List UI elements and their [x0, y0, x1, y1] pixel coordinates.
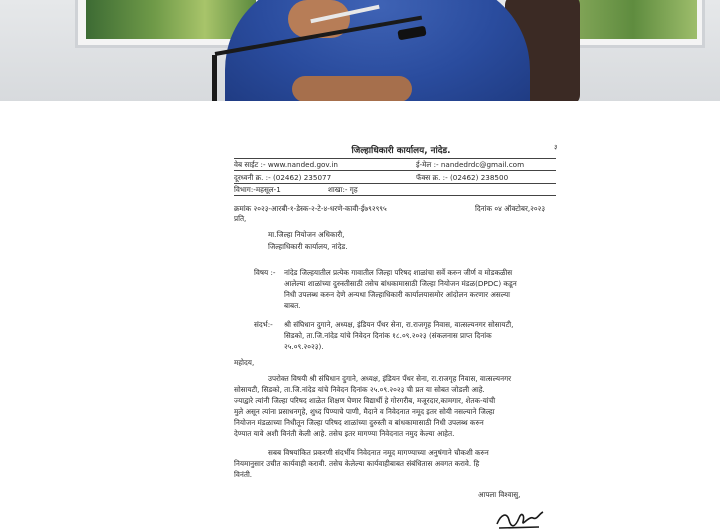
subject-line: बाबत.: [284, 301, 301, 310]
page-number: ३: [554, 143, 558, 151]
subject-line: आलेल्या शाळांच्या दुरुस्तीसाठी तसेच बांधकामासाठी जिल्हा नियोजन मंडळ(DPDC) कडून: [284, 279, 517, 288]
photo-microphone-stand: [212, 55, 217, 101]
reference-line: २५.०९.२०२३).: [284, 342, 324, 351]
header-photo: [0, 0, 720, 101]
body-line: उपरोक्त विषयी श्री संघिधान दुगाने, अध्यक्ष, इंडियन पँथर सेना, रा.राजगृह निवास, वात्सल्यनगर: [268, 374, 512, 383]
phone-line: दूरध्वनी क्र. :- (02462) 235077: [234, 173, 332, 182]
prati: प्रति,: [234, 214, 247, 223]
body-line: मुले असून त्यांना प्रसाधनगृहे, शुध्द पिण्याचे पाणी, मैदाने व निवेदनात नमूद इतर सोयी नसल्याने जिल्हा: [234, 407, 495, 416]
reference-line: सिडको, ता.जि.नांदेड यांचे निवेदन दिनांक १८.०९.२०२३ (संकलनास प्राप्त दिनांक: [284, 331, 492, 340]
photo-picture-frame-right: [560, 0, 705, 48]
salutation: महोदय,: [234, 358, 255, 367]
department-line: विभाग:-महसूल-1: [234, 185, 281, 194]
body-line: विनंती.: [234, 470, 253, 479]
header-divider: [234, 158, 556, 159]
photo-hand-lower: [292, 76, 412, 101]
addressee-line: जिल्हाधिकारी कार्यालय, नांदेड.: [268, 242, 348, 251]
reference-line: श्री संघिधान दुगाने, अध्यक्ष, इंडियन पँथर सेना, रा.राजगृह निवास, वात्सल्यनगर सोसायटी,: [284, 320, 514, 329]
branch-line: शाखा:- गृह: [328, 185, 358, 194]
body-line: ज्याद्वारे त्यांनी जिल्हा परिषद शाळेत शिक्षण घेणार विद्यार्थी हे गोरगरीब, मजूरदार,कामगार, शेतक-यांची: [234, 396, 496, 405]
subject-line: नांदेड जिल्हयातील प्रत्येक गावातील जिल्हा परिषद शाळांचा सर्वे करुन जीर्ण व मोडकळीस: [284, 268, 513, 277]
subject-line: निधी उपलब्ध करुन देणे अन्यथा जिल्हाधिकारी कार्यालयासमोर आंदोलन करणार असल्या: [284, 290, 511, 299]
reference-label: संदर्भ:-: [254, 320, 273, 329]
official-letter: [228, 138, 574, 530]
addressee-line: मा.जिल्हा नियोजन अधिकारी,: [268, 230, 345, 239]
body-line: नियोजन मंडळाच्या निधीतून जिल्हा परिषद शाळांच्या दुरुस्ती व बांधकामासाठी निधी उपलब्ध करुन: [234, 418, 484, 427]
closing: आपला विश्वासु,: [478, 490, 521, 499]
header-divider: [234, 183, 556, 184]
header-divider: [234, 195, 556, 196]
header-divider: [234, 170, 556, 171]
email-line: ई-मेल :- nandedrdc@gmail.com: [416, 160, 525, 169]
body-line: नियमानुसार उचीत कार्यवाही करावी. तसेच केलेल्या कार्यवाहीबाबत संबंधितास अवगत करावे. हि: [234, 459, 480, 468]
fax-line: फॅक्स क्र. :- (02462) 238500: [416, 173, 509, 182]
letter-date: दिनांक ०४ ऑक्टोबर,२०२३: [475, 204, 546, 213]
signature: [493, 508, 545, 530]
reference-number: क्रमांक २०२३-आरबी-१-डेस्क-२-टे-४-धरणे-कावी-ई७९२९९५: [234, 204, 387, 213]
body-line: देण्यात यावे अशी विनंती केली आहे. तसेच इतर मागण्या निवेदनात नमुद केल्या आहेत.: [234, 429, 455, 438]
website-line: वेब साईट :- www.nanded.gov.in: [234, 160, 338, 169]
subject-label: विषय :-: [254, 268, 276, 277]
office-title: जिल्हाधिकारी कार्यालय, नांदेड.: [351, 146, 451, 156]
body-line: सोसायटी, सिडको, ता.जि.नांदेड यांचे निवेदन दिनांक २५.०९.२०२३ ची प्रत या सोबत जोडली आहे.: [234, 385, 485, 394]
body-line: सबब विषयांकित प्रकरणी संदर्भीय निवेदनात नमूद मागण्याच्या अनुषंगाने चौकशी करुन: [268, 448, 489, 457]
